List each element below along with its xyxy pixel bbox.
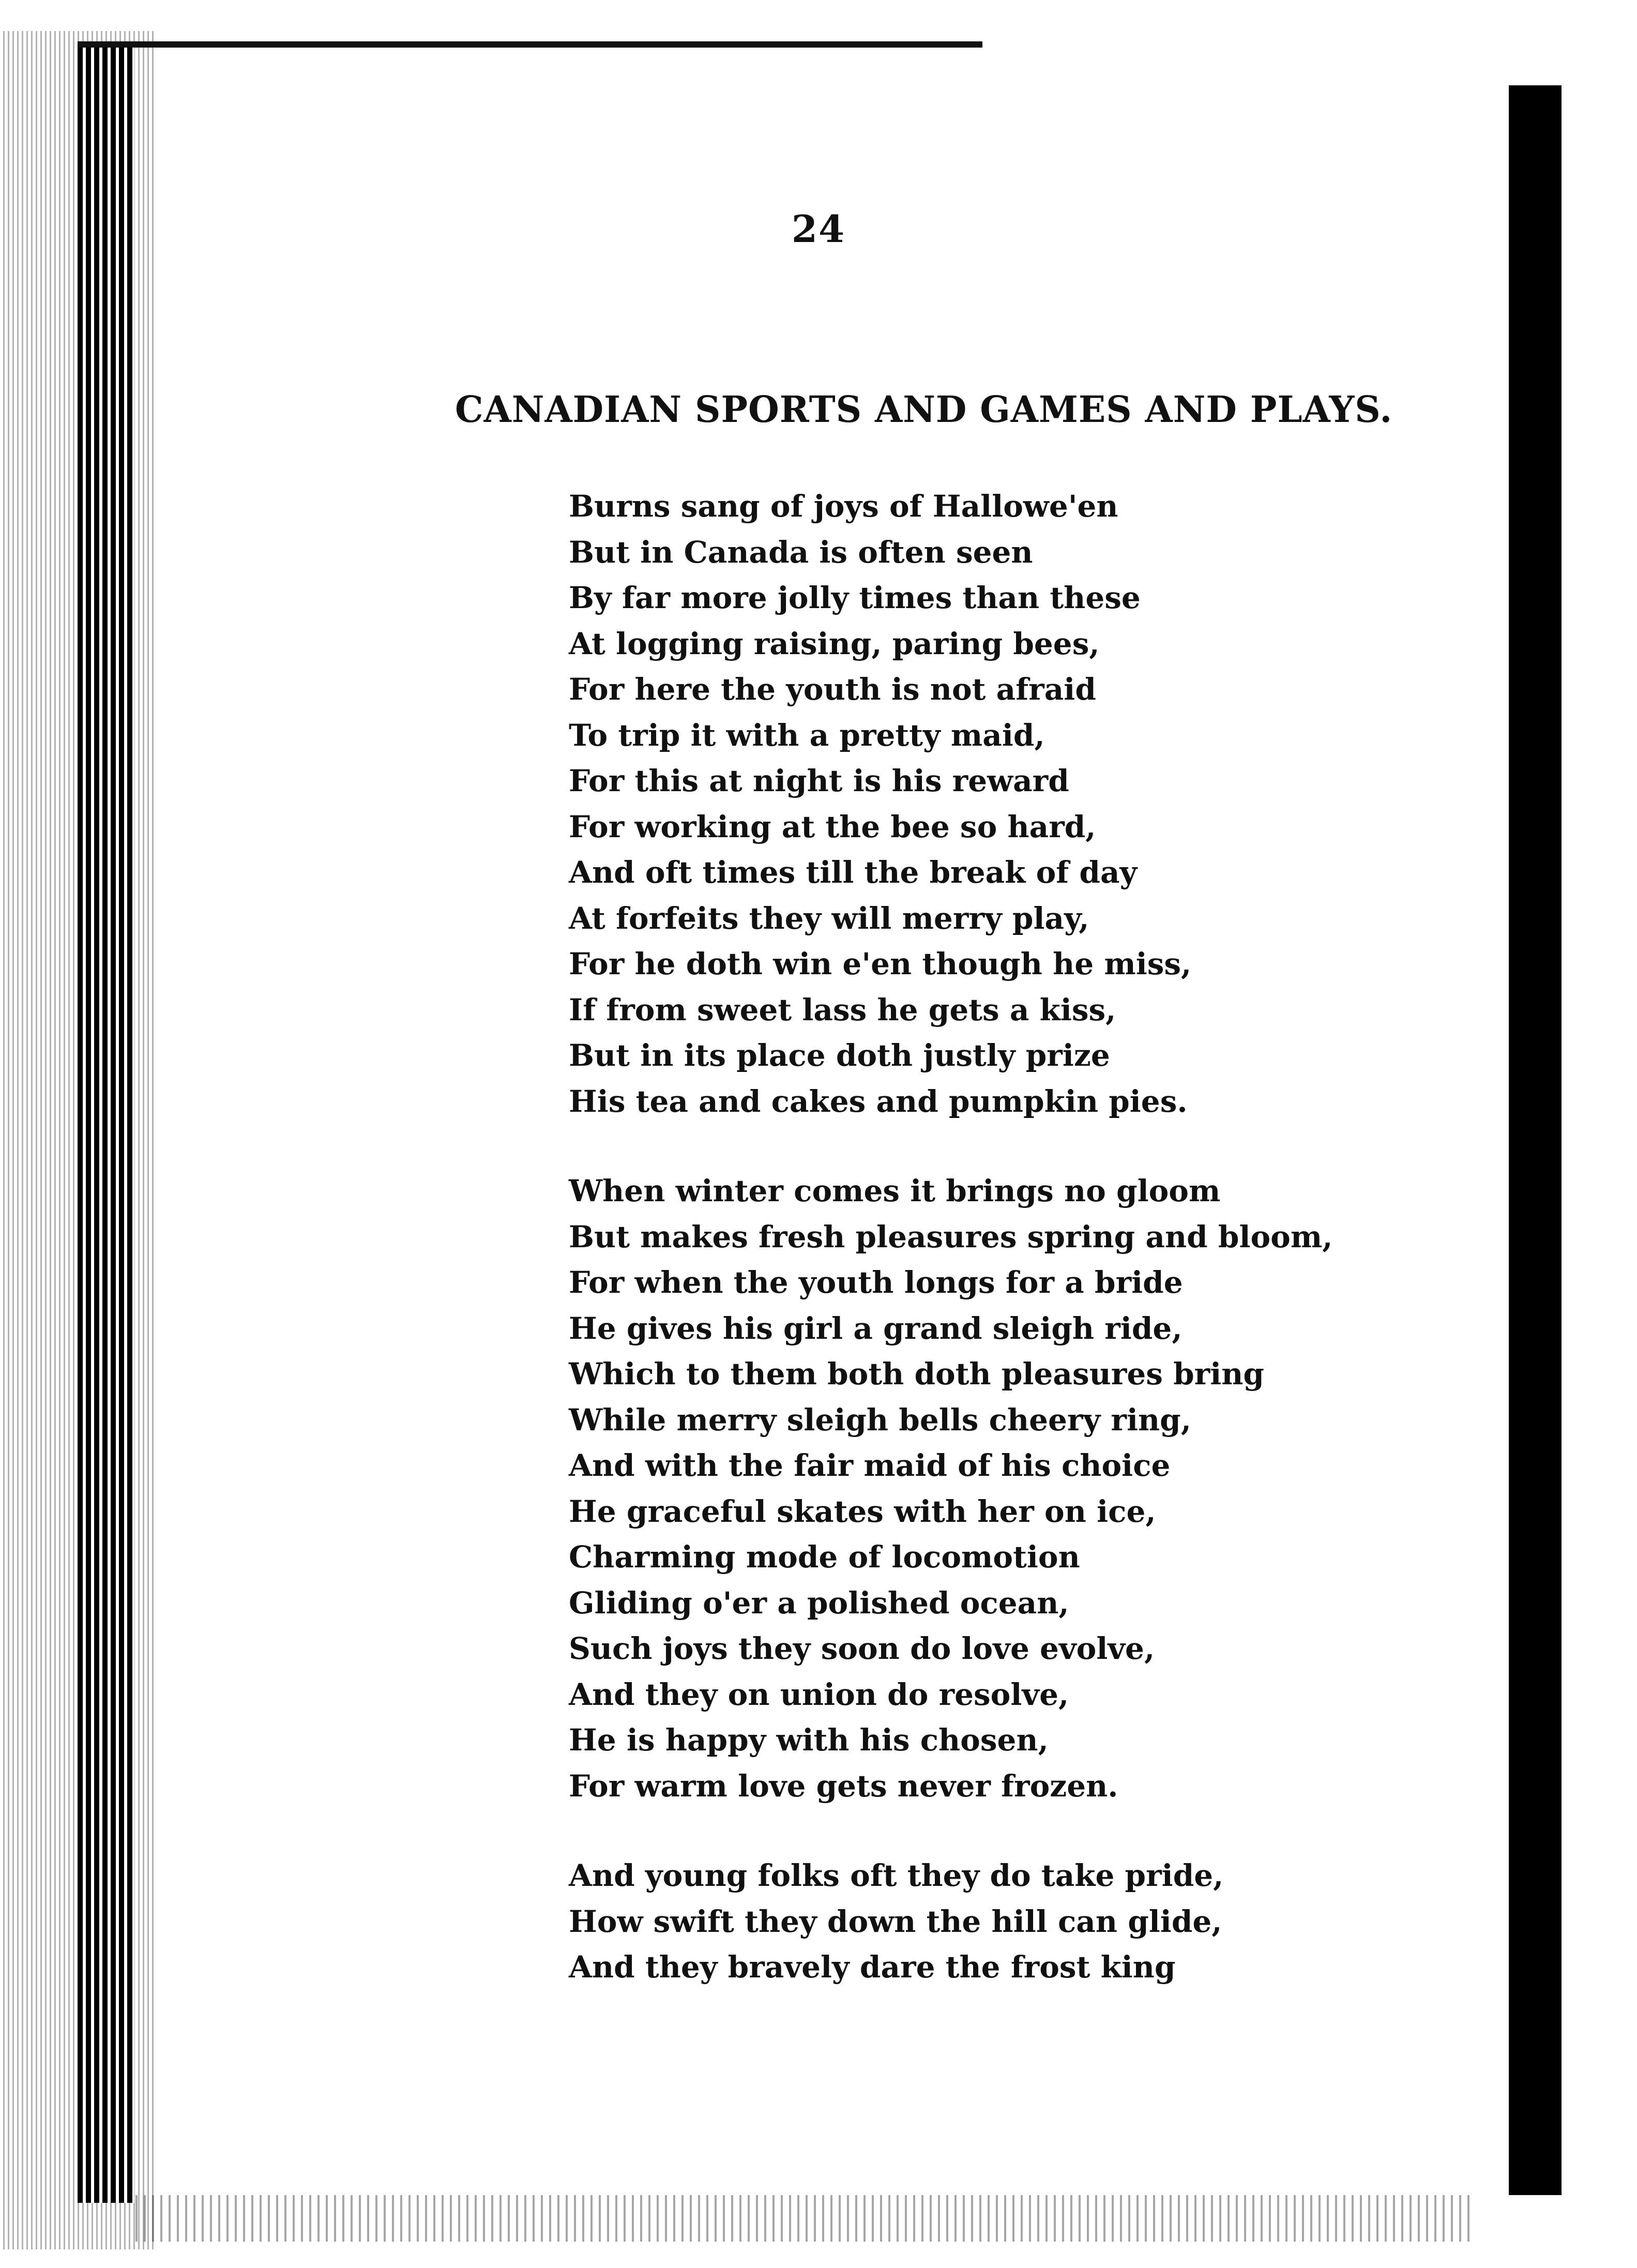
binding-shadow <box>78 41 134 2203</box>
poem-line: Gliding o'er a polished ocean, <box>569 1585 1069 1621</box>
poem-line: And young folks oft they do take pride, <box>569 1858 1224 1893</box>
poem-line: And with the fair maid of his choice <box>569 1448 1171 1483</box>
stanza-3 <box>569 1853 1448 1990</box>
poem-body <box>569 483 1448 2034</box>
stanza-1 <box>569 483 1448 1124</box>
poem-line: And oft times till the break of day <box>569 855 1138 890</box>
top-edge-rule <box>78 41 982 48</box>
poem-line: Which to them both doth pleasures bring <box>569 1356 1264 1392</box>
poem-line: But in its place doth justly prize <box>569 1038 1110 1073</box>
page-number: 24 <box>791 207 846 251</box>
bottom-edge-noise <box>129 2195 1474 2242</box>
poem-line: To trip it with a pretty maid, <box>569 717 1045 753</box>
stanza-2 <box>569 1168 1448 1809</box>
poem-line: He graceful skates with her on ice, <box>569 1493 1156 1529</box>
poem-line: For here the youth is not afraid <box>569 672 1096 707</box>
poem-line: And they on union do resolve, <box>569 1676 1069 1712</box>
poem-line: For working at the bee so hard, <box>569 809 1096 844</box>
poem-line: He gives his girl a grand sleigh ride, <box>569 1310 1183 1346</box>
poem-line: For this at night is his reward <box>569 763 1069 798</box>
poem-line: For he doth win e'en though he miss, <box>569 946 1192 981</box>
poem-line: While merry sleigh bells cheery ring, <box>569 1402 1191 1438</box>
poem-line: At forfeits they will merry play, <box>569 900 1089 936</box>
poem-line: And they bravely dare the frost king <box>569 1949 1176 1985</box>
poem-line: By far more jolly times than these <box>569 580 1141 615</box>
poem-line: For when the youth longs for a bride <box>569 1265 1183 1300</box>
poem-title: CANADIAN SPORTS AND GAMES AND PLAYS. <box>455 388 1393 431</box>
poem-line: But makes fresh pleasures spring and bloom, <box>569 1219 1333 1254</box>
poem-line: But in Canada is often seen <box>569 534 1033 570</box>
poem-line: Such joys they soon do love evolve, <box>569 1631 1155 1666</box>
poem-line: Charming mode of locomotion <box>569 1539 1080 1575</box>
poem-line: At logging raising, paring bees, <box>569 626 1100 661</box>
poem-line: When winter comes it brings no gloom <box>569 1173 1221 1208</box>
poem-line: For warm love gets never frozen. <box>569 1768 1118 1804</box>
poem-line: If from sweet lass he gets a kiss, <box>569 992 1116 1027</box>
poem-line: His tea and cakes and pumpkin pies. <box>569 1083 1188 1119</box>
right-edge-bar <box>1509 85 1562 2195</box>
poem-line: How swift they down the hill can glide, <box>569 1903 1222 1939</box>
poem-line: He is happy with his chosen, <box>569 1722 1049 1758</box>
poem-line: Burns sang of joys of Hallowe'en <box>569 489 1118 524</box>
